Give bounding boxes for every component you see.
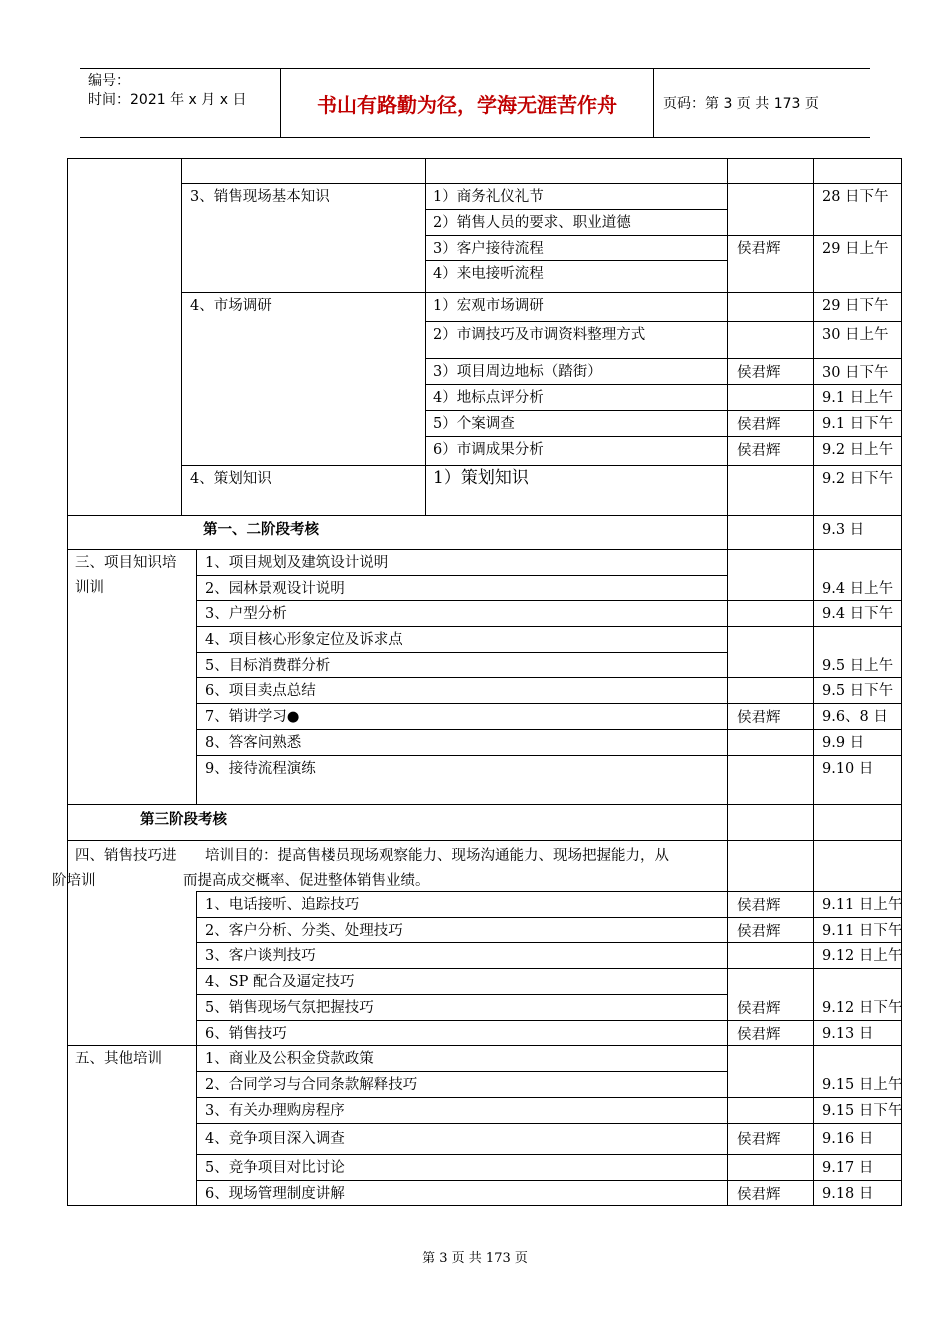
header-motto: 书山有路勤为径，学海无涯苦作舟 [281, 69, 654, 137]
list-item: 8、答客问熟悉 [205, 735, 302, 751]
trainer: 侯君辉 [737, 710, 781, 726]
trainer: 侯君辉 [737, 898, 781, 914]
time-label: 时间：2021 年 x 月 x 日 [88, 92, 247, 108]
trainer: 侯君辉 [737, 1001, 781, 1017]
sub-planning: 1）策划知识 [433, 468, 529, 488]
list-item: 2、客户分析、分类、处理技巧 [205, 923, 403, 939]
section-3-title-cont: 训训 [75, 580, 104, 596]
trainer: 侯君辉 [737, 365, 781, 381]
list-item: 7、销讲学习● [205, 709, 300, 725]
time: 9.6、8 日 [822, 709, 888, 725]
item-planning: 4、策划知识 [190, 471, 272, 487]
list-item: 4、SP 配合及逼定技巧 [205, 974, 355, 990]
list-item: 1、商业及公积金贷款政策 [205, 1051, 374, 1067]
time: 9.17 日 [822, 1160, 874, 1176]
section-4-title: 四、销售技巧进 [75, 848, 177, 864]
list-item: 3、有关办理购房程序 [205, 1103, 345, 1119]
time: 9.11 日上午 [822, 897, 903, 913]
sub-etiquette: 1）商务礼仪礼节 [433, 189, 544, 205]
time: 9.15 日上午 [822, 1077, 903, 1093]
list-item: 4、项目核心形象定位及诉求点 [205, 632, 403, 648]
page-footer: 第 3 页 共 173 页 [422, 1251, 528, 1266]
trainer: 侯君辉 [737, 443, 781, 459]
time: 9.4 日上午 [822, 581, 894, 597]
time: 9.13 日 [822, 1026, 874, 1042]
time: 30 日下午 [822, 365, 889, 381]
time: 9.1 日下午 [822, 416, 894, 432]
time: 9.2 日上午 [822, 442, 894, 458]
list-item: 1、项目规划及建筑设计说明 [205, 555, 389, 571]
trainer: 侯君辉 [737, 241, 781, 257]
document-header [80, 68, 870, 138]
time: 9.16 日 [822, 1131, 874, 1147]
list-item: 3、客户谈判技巧 [205, 948, 316, 964]
list-item: 1、电话接听、追踪技巧 [205, 897, 360, 913]
training-goal: 培训目的：提高售楼员现场观察能力、现场沟通能力、现场把握能力，从 [205, 848, 669, 864]
time: 30 日上午 [822, 327, 889, 343]
section-3-title: 三、项目知识培 [75, 555, 177, 571]
header-page-info: 页码：第 3 页 共 173 页 [663, 96, 819, 112]
list-item: 5、竞争项目对比讨论 [205, 1160, 345, 1176]
list-item: 9、接待流程演练 [205, 761, 316, 777]
time: 9.4 日下午 [822, 606, 894, 622]
time: 29 日上午 [822, 241, 889, 257]
number-label: 编号： [88, 73, 130, 89]
time: 9.10 日 [822, 761, 874, 777]
time: 9.11 日下午 [822, 923, 903, 939]
list-item: 5、销售现场气氛把握技巧 [205, 1000, 374, 1016]
sub-reception: 3）客户接待流程 [433, 241, 544, 257]
time: 9.18 日 [822, 1186, 874, 1202]
sub-phone: 4）来电接听流程 [433, 266, 544, 282]
training-goal-cont: 而提高成交概率、促进整体销售业绩。 [183, 873, 430, 889]
list-item: 6、销售技巧 [205, 1026, 287, 1042]
time: 28 日下午 [822, 189, 889, 205]
list-item: 4、竞争项目深入调查 [205, 1131, 345, 1147]
exam-stage-3: 第三阶段考核 [140, 811, 227, 828]
sub-results: 6）市调成果分析 [433, 442, 544, 458]
sub-landmark-analysis: 4）地标点评分析 [433, 390, 544, 406]
time: 9.12 日上午 [822, 948, 903, 964]
time: 9.15 日下午 [822, 1103, 903, 1119]
sub-requirements: 2）销售人员的要求、职业道德 [433, 215, 631, 231]
list-item: 3、户型分析 [205, 606, 287, 622]
time: 29 日下午 [822, 298, 889, 314]
trainer: 侯君辉 [737, 924, 781, 940]
section-4-title-cont: 阶培训 [52, 873, 96, 889]
list-item: 6、现场管理制度讲解 [205, 1186, 345, 1202]
time: 9.12 日下午 [822, 1000, 903, 1016]
sub-landmarks: 3）项目周边地标（踏街） [433, 364, 602, 380]
time: 9.1 日上午 [822, 390, 894, 406]
item-sales-basics: 3、销售现场基本知识 [190, 189, 330, 205]
list-item: 2、合同学习与合同条款解释技巧 [205, 1077, 418, 1093]
list-item: 5、目标消费群分析 [205, 658, 331, 674]
sub-techniques: 2）市调技巧及市调资料整理方式 [433, 327, 646, 343]
time: 9.9 日 [822, 735, 865, 751]
time: 9.3 日 [822, 522, 865, 538]
time: 9.5 日下午 [822, 683, 894, 699]
trainer: 侯君辉 [737, 417, 781, 433]
item-market-research: 4、市场调研 [190, 298, 272, 314]
trainer: 侯君辉 [737, 1132, 781, 1148]
sub-case-survey: 5）个案调查 [433, 416, 515, 432]
time: 9.2 日下午 [822, 471, 894, 487]
exam-stage-1-2: 第一、二阶段考核 [203, 521, 319, 538]
header-meta [80, 69, 281, 137]
list-item: 6、项目卖点总结 [205, 683, 316, 699]
time: 9.5 日上午 [822, 658, 894, 674]
list-item: 2、园林景观设计说明 [205, 581, 345, 597]
sub-macro: 1）宏观市场调研 [433, 298, 544, 314]
trainer: 侯君辉 [737, 1187, 781, 1203]
trainer: 侯君辉 [737, 1027, 781, 1043]
section-5-title: 五、其他培训 [75, 1051, 162, 1067]
